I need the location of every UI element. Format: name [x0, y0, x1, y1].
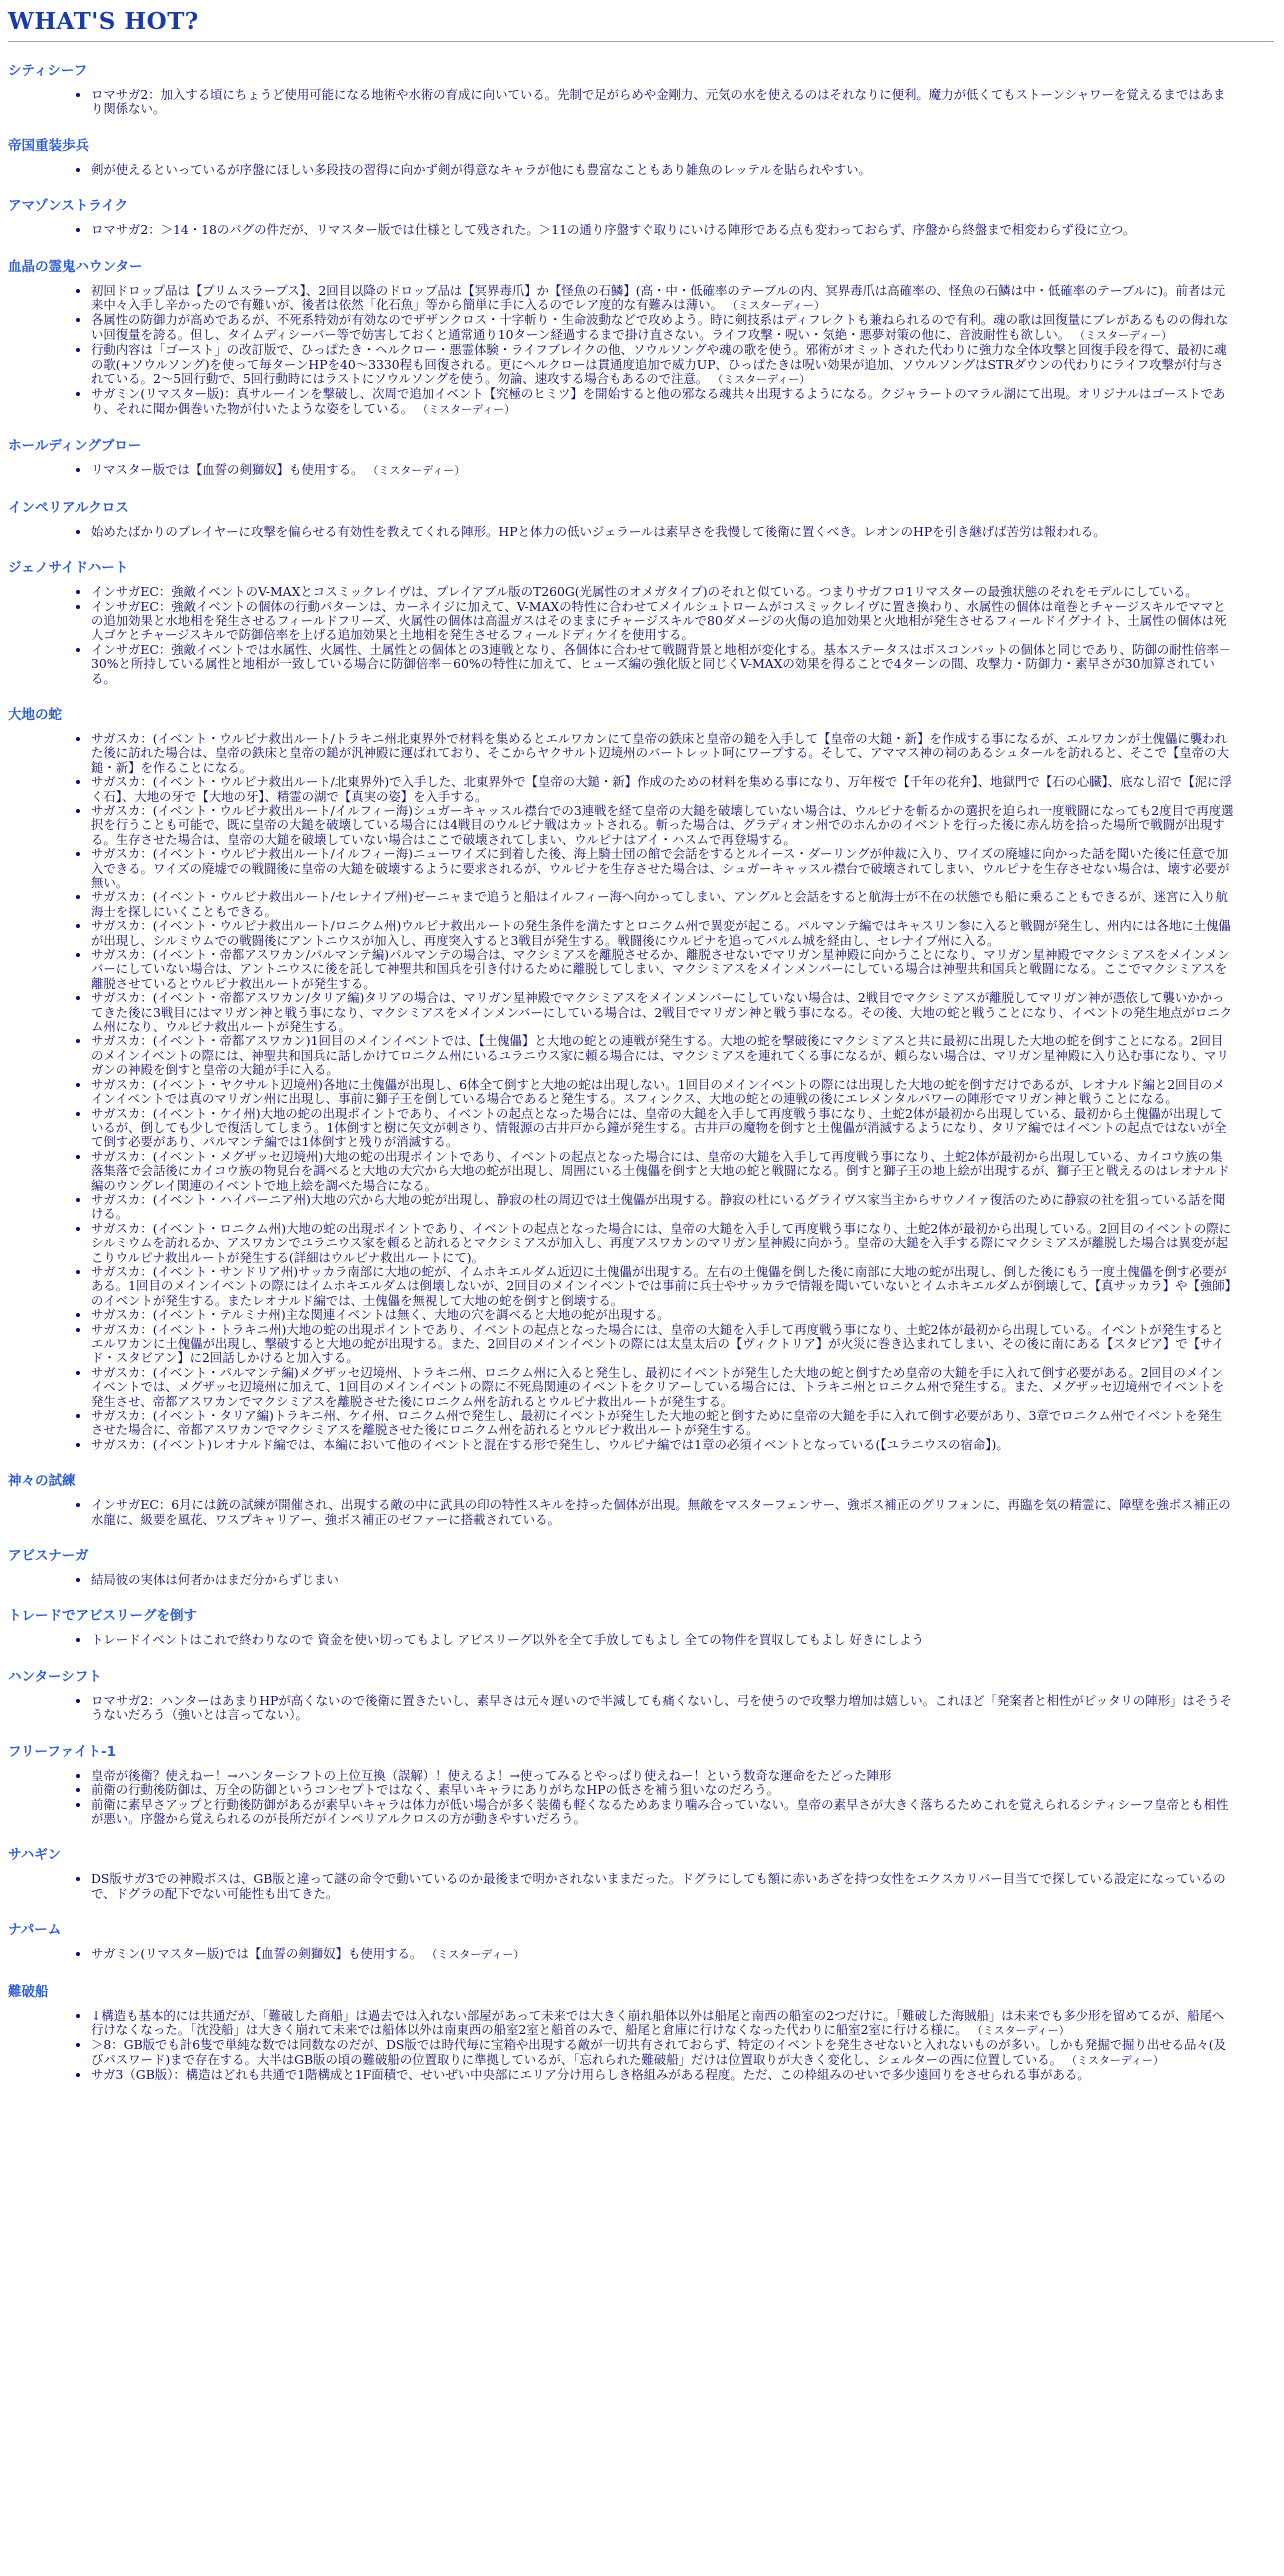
list-item — [91, 1107, 1274, 1150]
list-item — [91, 1694, 1274, 1723]
section — [8, 1604, 1274, 1647]
list-item — [91, 2009, 1274, 2039]
list-item-text: リマスター版では【血誓の剣獅奴】も使用する。 — [91, 462, 364, 478]
section-item-list — [8, 585, 1274, 686]
list-item-text: サガスカ：(イベント・ヤクサルト辺境州)各地に土傀儡が出現し、6体全て倒すと大地の蛇は出現しない。1回目のメインイベントの際には出現した大地の蛇を倒すだけであるが、レオナルド編と2回目のメインイベントでは真のマリガン州に出現し、事前に獅子王を倒している場合であると発生する。スフィンクス、大地の蛇との連戦の後にエレメンタルパワーの陣形でマリガン神と戦うことになる。 — [91, 1076, 1225, 1107]
contributor-attribution: （ミスターディー） — [1065, 2053, 1165, 2067]
list-item — [91, 585, 1274, 599]
section-heading: アマゾンストライク — [8, 198, 129, 215]
section-heading: トレードでアビスリーグを倒す — [8, 1608, 197, 1625]
section-heading: アビスナーガ — [8, 1548, 89, 1565]
list-item-text: サガスカ：(イベント・トラキニ州)大地の蛇の出現ポイントであり、イベントの起点となった場合には、皇帝の大鎚を入手して再度戦う事になり、土蛇2体が最初から出現している。イベントが発生するとエルワカンに土傀儡が出現し、撃破すると大地の蛇が出現する。また、2回目のメインイベントの際には太皇太后の【ヴィクトリア】が火災に巻き込まれてしまい、その後に南にある【スタビア】で【サイド・スタビアン】に2回話しかけると加入する。 — [91, 1321, 1224, 1366]
section-item-list — [8, 1872, 1274, 1901]
list-item — [91, 600, 1274, 643]
list-item — [91, 804, 1274, 847]
section-heading: ホールディングブロー — [8, 438, 142, 455]
section — [8, 1665, 1274, 1723]
section-item-list — [8, 88, 1274, 117]
contributor-attribution: （ミスターディー） — [1074, 328, 1173, 342]
list-item — [91, 1366, 1274, 1409]
list-item — [91, 1798, 1274, 1827]
list-item — [91, 1573, 1274, 1587]
list-item — [91, 1769, 1274, 1783]
section — [8, 496, 1274, 539]
list-item-text: サガスカ：(イベント・ケイ州)大地の蛇の出現ポイントであり、イベントの起点となった場合には、皇帝の大鎚を入手して再度戦う事になり、土蛇2体が最初から出現している、最初から土傀儡が出現しているが、倒しても少しで復活してしまう。1体倒すと樹に矢文が刺さり、情報源の古井戸から鐘が発生する。古井戸の魔物を倒すと土傀儡が消滅するようになり、タリア編ではイベントの起点ではないが全て倒す必要があり、パルマンテ編では1体倒すと残りが消滅する。 — [91, 1105, 1227, 1150]
list-item-text: 行動内容は「ゴースト」の改訂版で、ひっぱたき・ヘルクロー・悪霊体験・ライフブレイクの他、ソウルソングや魂の歌を使う。邪術がオミットされた代わりに強力な全体攻撃と回復手段を得て、最初に魂の歌(+ソウルソング)を使って毎ターンHPを40〜3330程も回復される。更にヘルクローは貫通度追加で威力UP、ひっぱたきは呪い効果が追加、ソウルソングはSTRダウンの代わりにライフ攻撃が付与されている。2〜5回行動で、5回行動時にはラストにソウルソングを使う。勿論、速攻する場合もあるので注意。 — [91, 342, 1227, 387]
section — [8, 1740, 1274, 1827]
list-item-text: インサガEC：強敵イベントの個体の行動パターンは、カーネイジに加えて、V-MAXの特性に合わせてメイルシュトロームがコスミックレイヴに置き換わり、水属性の個体は竜巻とチャージスキルでママとの追加効果と水地相を発生させるフィールドフリーズ、火属性の個体は高温ガスはそのままにチャージスキルで80ダメージの火傷の追加効果と火地相が発生させるフィールドイグナイト、土属性の個体は死人ゴケとチャージスキルで防御倍率を上げる追加効果と土地相を発生させるフィールドディケイを使用する。 — [91, 598, 1227, 643]
list-item-text: DS版サガ3での神殿ボスは、GB版と違って謎の命令で動いているのか最後まで明かされないままだった。ドグラにしても額に赤いあざを持つ女性をエクスカリバー目当てで探している設定になっているので、ドグラの配下でない可能性も出てきた。 — [91, 1871, 1226, 1901]
section — [8, 1980, 1274, 2083]
section — [8, 703, 1274, 1452]
section — [8, 1544, 1274, 1587]
list-item — [91, 525, 1274, 539]
section — [8, 1469, 1274, 1527]
section-heading: 帝国重装歩兵 — [8, 137, 89, 154]
list-item-text: サガミン(リマスター版)では【血誓の剣獅奴】も使用する。 — [91, 1946, 423, 1962]
list-item-text: ロマサガ2：ハンターはあまりHPが高くないので後衛に置きたいし、素早さは元々遅いので半減しても痛くないし、弓を使うので攻撃力増加は嬉しい。これほど「発案者と相性がピッタリの陣形」はそうそうないだろう（強いとは言ってない）。 — [91, 1692, 1232, 1723]
list-item-text: サガスカ：(イベント・ハイパーニア州)大地の穴から大地の蛇が出現し、静寂の杜の周辺では土傀儡が出現する。静寂の杜にいるグライヴス家当主からサウノイァ復活のために静寂の社を狙っている話を聞ける。 — [91, 1191, 1226, 1222]
section-item-list — [8, 284, 1274, 418]
section-heading: ハンターシフト — [8, 1668, 102, 1685]
section-heading: 大地の蛇 — [8, 706, 62, 723]
contributor-attribution: （ミスターディー） — [712, 373, 811, 387]
list-item — [91, 991, 1274, 1034]
list-item — [91, 88, 1274, 117]
section-item-list — [8, 525, 1274, 539]
list-item — [91, 1078, 1274, 1107]
list-item-text: 皇帝が後衛？使えねー！→ハンターシフトの上位互換（誤解）！使えるよ！→使ってみるとやっぱり使えねー！という数奇な運命をたどった陣形 — [91, 1767, 892, 1783]
section — [8, 434, 1274, 478]
list-item-text: 初回ドロップ品は【プリムスラープス】、2回目以降のドロップ品は【冥界毒爪】か【怪魚の石鱗】(高・中・低確率のテーブルの内、冥界毒爪は高確率の、怪魚の石鱗は中・低確率のテーブルに)。前者は元来中々入手し辛かったので有難いが、後者は依然「化石魚」等から簡単に手に入るのでレア度的な有難みは薄い。 — [91, 282, 1226, 313]
list-item — [91, 1783, 1274, 1797]
contributor-attribution: （ミスターディー） — [367, 464, 466, 478]
list-item-text: サガスカ：(イベント・ロニクム州)大地の蛇の出現ポイントであり、イベントの起点となった場合には、皇帝の大鎚を入手して再度戦う事になり、土蛇2体が最初から出現している。2回目のイベントの際にシルミウムを訪れるか、アスワカンでユラニウス家を頼ると訪れるとマクシミアスが加入し、再度アスワカンのマリガン星神殿に向かう。皇帝の大鎚を入手する際にマクシミアスが離脱した場合は異変が起こりウルピナ救出ルートが発生する(詳細はウルピナ救出ルートにて)。 — [91, 1220, 1232, 1265]
section — [8, 1843, 1274, 1901]
list-item — [91, 387, 1274, 417]
list-item-text: 結局彼の実体は何者かはまだ分からずじまい — [91, 1572, 339, 1588]
list-item-text: サガスカ：(イベント・ウルピナ救出ルート/北東界外)で入手した、北東界外で【皇帝の大鎚・新】作成のための材料を集める事になり、万年桜で【千年の花弁】、地獄門で【石の心臓】、底なし沼で【泥に浮く石】、大地の牙で【大地の牙】、精霊の湖で【真実の姿】を入手する。 — [91, 774, 1232, 804]
section-item-list — [8, 1769, 1274, 1827]
list-item — [91, 463, 1274, 478]
section — [8, 255, 1274, 418]
list-item — [91, 223, 1274, 237]
section-item-list — [8, 2009, 1274, 2083]
list-item-text: 前衛に素早さアップと行動後防御があるが素早いキャラは体力が低い場合が多く装備も軽くなるためあまり噛み合っていない。皇帝の素早さが大きく落ちるためこれを覚えられるシティシーフ皇帝とも相性が悪い。序盤から覚えられるのが長所だがインペリアルクロスの方が動きやすいだろう。 — [91, 1796, 1229, 1826]
section-heading: 血晶の霊鬼ハウンター — [8, 258, 143, 275]
list-item — [91, 2068, 1274, 2082]
list-item — [91, 1265, 1274, 1308]
list-item — [91, 343, 1274, 387]
section-item-list — [8, 223, 1274, 237]
section — [8, 134, 1274, 177]
section — [8, 1918, 1274, 1962]
section-heading: フリーファイト-1 — [8, 1743, 117, 1760]
list-item-text: サガスカ：(イベント・パルマンテ編)メグザッセ辺境州、トラキニ州、ロニクム州に入ると発生し、最初にイベントが発生した大地の蛇と倒すため皇帝の大鎚を手に入れて倒す必要がある。2回目のメインイベントでは、メグザッセ辺境州に加えて、1回目のメインイベントの際に不死鳥関連のイベントをクリアーしている場合には、トラキニ州とロニクム州で発生する。また、メグザッセ辺境州でイベントを発生させ、帝都アスワカンでマクシミアスを離脱させた後にロニクム州を訪れるとウルピナ救出ルートが発生する。 — [91, 1364, 1225, 1409]
list-item-text: サガスカ：(イベント・帝都アスワカン/タリア編)タリアの場合は、マリガン星神殿でマクシミアスをメインメンバーにしていない場合は、2戦目でマクシミアスが離脱してマリガン神が憑依して襲いかかってきた後に3戦目にはマリガン神と戦う事になり、マクシミアスをメインメンバーにしている場合は、2戦目でマリガン神と戦う事になる。その後、大地の蛇と戦うことになり、イベントの発生地点がロニクム州になり、ウルピナ救出ルートが発生する。 — [91, 990, 1233, 1035]
list-item-text: インサガEC：6月には銃の試練が開催され、出現する敵の中に武具の印の特性スキルを持った個体が出現。無敵をマスターフェンサー、強ボス補正のグリフォンに、再臨を気の精霊に、障壁を強ボス補正の水龍に、級要を風花、ワスプキャリアー、強ボス補正のゼファーに搭載されている。 — [91, 1497, 1231, 1527]
list-item-text: サガスカ：(イベント・ウルピナ救出ルート/トラキニ州北東界外で材料を集めるとエルワカンにて皇帝の鉄床と皇帝の鎚を入手して【皇帝の大鎚・新】を作成する事になるが、エルワカンが土傀儡に襲われた後に訪れた場合は、皇帝の鉄床と皇帝の鎚が汎神殿に運ばれており、そこからヤクサルト辺境州のバートレット呵にワープする。そして、アママス神の祠のあるシュタールを訪れると、そこで【皇帝の大鎚・新】を作ることになる。 — [91, 730, 1229, 775]
list-item — [91, 2038, 1274, 2068]
list-item-text: トレードイベントはこれで終わりなので 資金を使い切ってもよし アビスリーグ以外を全て手放してもよし 全ての物件を買収してもよし 好きにしよう — [91, 1632, 924, 1648]
list-item — [91, 1222, 1274, 1265]
section-item-list — [8, 1694, 1274, 1723]
list-item — [91, 847, 1274, 890]
list-item — [91, 163, 1274, 177]
section-heading: インペリアルクロス — [8, 499, 129, 516]
list-item — [91, 1323, 1274, 1366]
list-item — [91, 919, 1274, 948]
list-item-text: サガスカ：(イベント・テルミナ州)主な関連イベントは無く、大地の穴を調べると大地の蛇が出現する。 — [91, 1307, 670, 1323]
list-item-text: サガスカ：(イベント・帝都アスワカン/パルマンテ編)パルマンテの場合は、マクシミアスを離脱させるか、離脱させないでマリガン星神殿に向かうことになり、マリガン星神殿でマクシミアスをメインメンバーにしていない場合は、アントニウスに後を託して神聖共和国兵を引き付けるために離脱してしまい、マクシミアスをメインメンバーにしている場合は神聖共和国兵と戦闘になる。ここでマクシミアスを離脱させているとウルピナ救出ルートが発生する。 — [91, 947, 1230, 991]
section-heading: ジェノサイドハート — [8, 560, 129, 577]
contributor-attribution: （ミスターディー） — [426, 1948, 525, 1962]
list-item-text: ＞8：GB版でも計6隻で単純な数では同数なのだが、DS版では時代毎に宝箱や出現する敵が一切共有されておらず、特定のイベントを発生させないと入れないものが多い。しかも発掘で掘り出せる品々(及びパスワード)まで存在する。大半はGB版の頃の難破船の位置取りに準拠しているが、「忘れられた難破船」だけは位置取りが大きく変化し、シェルターの西に位置している。 — [91, 2037, 1227, 2067]
list-item-text: インサガEC：強敵イベントでは水属性、火属性、土属性との個体との3連戦となり、各個体に合わせて戦闘背景と地相が変化する。基本ステータスはボスコンバットの個体と同じであり、防御の耐性倍率－30%と所持している属性と地相が一致している場合に防御倍率－60%の特性に加えて、ヒューズ編の強化版と同じくV-MAXの効果を得ることで4ターンの間、攻撃力・防御力・素早さが30加算されている。 — [91, 641, 1232, 686]
section-item-list — [8, 732, 1274, 1452]
section-heading: サハギン — [8, 1847, 62, 1864]
section-item-list — [8, 1633, 1274, 1647]
list-item — [91, 1872, 1274, 1901]
list-item-text: サガスカ：(イベント・ウルピナ救出ルート/イルフィー海)シュガーキャッスル襟台での3連戦を経て皇帝の大鎚を破壊していない場合は、ウルピナを斬るかの選択を迫られ一度戦闘になっても2度目で再度選択を行うことも可能で、既に皇帝の大鎚を破壊している場合には4戦目のウルピナ戦はカットされる。斬った場合は、グラディオン州でのホんかのイベントを行った後に赤ん坊を拾った場所で戦闘が出現する。生存させた場合は、皇帝の大鎚を破壊していない場合はここで破壊されてしまい、ウルピナはアイ・ハスムで再登場する。 — [91, 802, 1234, 847]
section — [8, 194, 1274, 237]
list-item — [91, 1308, 1274, 1322]
list-item-text: サガスカ：(イベント・サンドリア州)サッカラ南部に大地の蛇が、イムホキエルダム近辺に土傀儡が出現する。左右の土傀儡を倒した後に南部に大地の蛇が出現し、倒した後にもう一度土傀儡を倒す必要がある。1回目のメインイベントの際にはイムホキエルダムは倒壊しないが、2回目のメインイベントでは事前に兵士やサッカラで情報を聞いていないとイムホキエルダムが倒壊して、【真サッカラ】や【強師】のイベントが発生する。またレオナルド編では、土傀儡を無視して大地の蛇を倒すと倒壊する。 — [91, 1263, 1231, 1308]
section — [8, 59, 1274, 117]
section-item-list — [8, 1947, 1274, 1962]
section — [8, 556, 1274, 686]
section-item-list — [8, 163, 1274, 177]
list-item — [91, 890, 1274, 919]
list-item — [91, 775, 1274, 804]
list-item-text: サガ3（GB版）：構造はどれも共通で1階構成と1F面積で、せいぜい中央部にエリア分け用らしき格組みがある程度。ただ、この枠組みのせいで多少遠回りをさせられる事がある。 — [91, 2067, 1090, 2083]
list-item — [91, 732, 1274, 775]
list-item — [91, 1193, 1274, 1222]
list-item — [91, 1498, 1274, 1527]
list-item — [91, 1947, 1274, 1962]
page — [0, 8, 1284, 2083]
list-item-text: 始めたばかりのプレイヤーに攻撃を偏らせる有効性を教えてくれる陣形。HPと体力の低いジェラールは素早さを我慢して後衛に置くべき。レオンのHPを引き継げば苦労は報われる。 — [91, 523, 1106, 539]
section-heading: ナパーム — [8, 1922, 62, 1939]
list-item-text: サガスカ：(イベント・ウルピナ救出ルート/イルフィー海)ニューワイズに到着した後、海上騎士団の館で会話をするとルイース・ダーリングが仲裁に入り、ワイズの廃墟に向かった話を聞いた後に任意で加入できる。ワイズの廃墟での戦闘後に皇帝の大鎚を破壊するように要求されるが、ウルピナを生存させた場合は、シュガーキャッスル襟台で破壊されてしまい、ウルピナを生存させない場合は、壊す必要が無い。 — [91, 846, 1230, 890]
list-item-text: サガスカ：(イベント・ウルピナ救出ルート/セレナイプ州)ゼーニャまで追うと船はイルフィー海へ向かってしまい、アングルと会話をすると航海士が不在の状態でも船に乗ることもできるが、迷宮に入り航海士を探しにいくこともできる。 — [91, 889, 1228, 919]
section-item-list — [8, 463, 1274, 478]
list-item-text: 各属性の防御力が高めであるが、不死系特効が有効なのでザザンクロス・十字斬り・生命波動などで攻めよう。時に剣技系はディフレクトも兼ねられるので有利。魂の歌は回復量にブレがあるものの侮れない回復量を誇る。但し、タイムディシーバー等で妨害しておくと通常通り10ターン経過するまで掛け直さない。ライフ攻撃・呪い・気絶・悪夢対策の他に、音波耐性も欲しい。 — [91, 312, 1229, 342]
contributor-attribution: （ミスターディー） — [417, 402, 516, 416]
list-item — [91, 1034, 1274, 1077]
list-item — [91, 643, 1274, 686]
list-item-text: インサガEC：強敵イベントのV-MAXとコスミックレイヴは、プレイアブル版のT260G(光属性のオメガタイプ)のそれと似ている。つまりサガフロ1リマスターの最強状態のそれをモデルにしている。 — [91, 584, 1198, 600]
section-item-list — [8, 1573, 1274, 1587]
list-item — [91, 313, 1274, 343]
list-item-text: サガスカ：(イベント・タリア編)トラキニ州、ケイ州、ロニクム州で発生し、最初にイベントが発生した大地の蛇と倒すために皇帝の大鎚を手に入れて倒す必要があり、3章でロニクム州でイベントを発生させた場合に、帝都アスワカンでマクシミアスを離脱させた後にロニクム州を訪れるとウルピナ救出ルートが発生する。 — [91, 1408, 1223, 1438]
section-heading: 難破船 — [8, 1983, 49, 2000]
list-item-text: サガスカ：(イベント・ウルピナ救出ルート/ロニクム州)ウルピナ救出ルートの発生条件を満たすとロニクム州で異変が起こる。パルマンテ編ではキャスリン参に入ると戦闘が発生し、州内には各地に土傀儡が出現し、シルミウムでの戦闘後にアントニウスが加入し、再度突入すると3戦目が発生する。戦闘後にウルピナを追ってパルム城を経由し、セレナイプ州に入る。 — [91, 918, 1231, 948]
section-heading: シティシーフ — [8, 63, 88, 79]
list-item — [91, 1150, 1274, 1193]
section-item-list — [8, 1498, 1274, 1527]
list-item-text: 前衛の行動後防御は、万全の防御というコンセプトではなく、素早いキャラにありがちなHPの低さを補う狙いなのだろう。 — [91, 1782, 779, 1798]
list-item-text: 剣が使えるといっているが序盤にほしい多段技の習得に向かず剣が得意なキャラが他にも豊富なこともあり雑魚のレッテルを貼られやすい。 — [91, 161, 871, 177]
list-item — [91, 1438, 1274, 1452]
contributor-attribution: （ミスターディー） — [971, 2023, 1070, 2037]
list-item-text: ↓構造も基本的には共通だが、「難破した商船」は過去では入れない部屋があって未来では大きく崩れ船体以外は船尾と南西の船室の2つだけに。「難破した海賊船」は未来でも多少形を留めてるが、船尾へ行けなくなった。「沈没船」は大きく崩れて未来では船体以外は南東西の船室2室と船首のみで、船尾と倉庫に行けなくなった代わりに船室2室に行ける様に。 — [91, 2007, 1225, 2037]
section-heading: 神々の試練 — [8, 1473, 76, 1490]
list-item — [91, 1633, 1274, 1647]
list-item-text: サガスカ：(イベント・メグザッセ辺境州)大地の蛇の出現ポイントであり、イベントの起点となった場合には、皇帝の大鎚を入手して再度戦う事になり、土蛇2体が最初から出現している、カイコウ族の集落集落で会話後にカイコウ族の物見台を調べると大地の大穴から大地の蛇が出現し、周囲にいる土傀儡を倒すと大地の蛇と戦闘になる。倒すと獅子王の地上絵が出現するが、獅子王と戦えるのはレオナルド編のウングレイ関連のイベントで地上絵を調べた場合になる。 — [91, 1148, 1230, 1193]
list-item — [91, 948, 1274, 991]
contributor-attribution: （ミスターディー） — [726, 299, 825, 313]
sections-container — [8, 59, 1274, 2083]
list-item-text: サガミン(リマスター版)：真サルーインを撃破し、次周で追加イベント【究極のヒミツ】を開始すると他の邪なる魂共々出現するようになる。クジャラートのマラル湖にて出現。オリジナルはゴーストであり、それに聞か偶巻いた物が付いたような姿をしている。 — [91, 386, 1226, 416]
list-item-text: サガスカ：(イベント・帝都アスワカン)1回目のメインイベントでは、【土傀儡】と大地の蛇との連戦が発生する。大地の蛇を撃破後にマクシミアスと共に最初に出現した大地の蛇を倒すことになる。2回目のメインイベントの際には、神聖共和国兵に話しかけてロニクム州にいるユラニウス家に頼る場合には、マクシミアスを連れてくる事になるが、頼らない場合は、マリガン星神殿に入り込む事になり、マリガンの神殿を倒すと皇帝の大鎚が手に入る。 — [91, 1033, 1229, 1078]
list-item-text: ロマサガ2：加入する頃にちょうど使用可能になる地術や水術の育成に向いている。先制で足がらめや金剛力、元気の水を使えるのはそれなりに便利。魔力が低くてもストーンシャワーを覚えるまではあまり関係ない。 — [91, 87, 1226, 117]
list-item-text: ロマサガ2：＞14・18のバグの件だが、リマスター版では仕様として残された。＞11の通り序盤すぐ取りにいける陣形である点も変わっておらず、序盤から終盤まで相変わらず役に立つ。 — [91, 222, 1136, 238]
list-item-text: サガスカ：(イベント)レオナルド編では、本編において他のイベントと混在する形で発生し、ウルピナ編では1章の必須イベントとなっている(【ユラニウスの宿命】)。 — [91, 1436, 1009, 1452]
page-title: WHAT'S HOT? — [8, 8, 1274, 42]
list-item — [91, 284, 1274, 314]
list-item — [91, 1409, 1274, 1438]
